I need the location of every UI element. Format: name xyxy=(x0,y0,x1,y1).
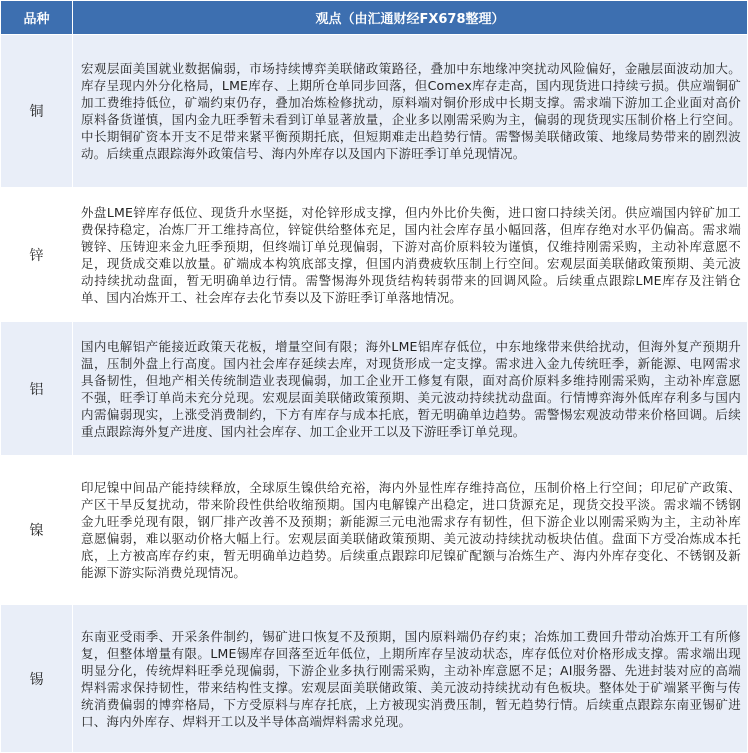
header-view: 观点（由汇通财经FX678整理） xyxy=(73,1,748,35)
variety-name: 铝 xyxy=(1,322,73,456)
view-text: 宏观层面美国就业数据偏弱，市场持续博弈美联储政策路径，叠加中东地缘冲突扰动风险偏好，金融层面波动加大。库存呈现内外分化格局，LME库存、上期所仓单同步回落，但Comex库存走高，国内现货进口持续亏损。供应端铜矿加工费维持低位，矿端约束仍存，叠加冶炼检修扰动，原料端对铜价形成中长期支撑。需求端下游加工企业面对高价原料备货谨慎，国内金九旺季暂未看到订单显著放量，企业多以刚需采购为主，偏弱的现货现实压制价格上行空间。中长期铜矿资本开支不足带来紧平衡预期托底，但短期难走出趋势行情。需警惕美联储政策、地缘局势带来的剧烈波动。后续重点跟踪海外政策信号、海内外库存以及国内下游旺季订单兑现情况。 xyxy=(73,35,748,188)
variety-name: 铜 xyxy=(1,35,73,188)
variety-name: 镍 xyxy=(1,456,73,605)
header-variety: 品种 xyxy=(1,1,73,35)
table-header-row xyxy=(1,1,748,35)
table-row-tin xyxy=(1,605,748,753)
view-text: 国内电解铝产能接近政策天花板，增量空间有限；海外LME铝库存低位，中东地缘带来供给扰动，但海外复产预期升温，压制外盘上行高度。国内社会库存延续去库，对现货形成一定支撑。需求进入金九传统旺季，新能源、电网需求具备韧性，但地产相关传统制造业表现偏弱，加工企业开工修复有限，面对高价原料多维持刚需采购，主动补库意愿不强，旺季订单尚未充分兑现。宏观层面美联储政策预期、美元波动持续扰动盘面。行情博弈海外低库存利多与国内内需偏弱现实，上涨受消费制约，下方有库存与成本托底，暂无明确单边趋势。需警惕宏观波动带来价格回调。后续重点跟踪海外复产进度、国内社会库存、加工企业开工以及下游旺季订单兑现。 xyxy=(73,322,748,456)
table-row-copper xyxy=(1,35,748,188)
variety-name: 锌 xyxy=(1,188,73,322)
table-row-nickel xyxy=(1,456,748,605)
view-text: 外盘LME锌库存低位、现货升水坚挺，对伦锌形成支撑，但内外比价失衡，进口窗口持续关闭。供应端国内锌矿加工费保持稳定，冶炼厂开工维持高位，锌锭供给整体充足，国内社会库存虽小幅回落，但库存绝对水平仍偏高。需求端镀锌、压铸迎来金九旺季预期，但终端订单兑现偏弱，下游对高价原料较为谨慎，仅维持刚需采购，主动补库意愿不足，现货成交难以放量。矿端成本构筑底部支撑，但国内消费疲软压制上行空间。宏观层面美联储政策预期、美元波动持续扰动盘面，暂无明确单边行情。需警惕海外现货结构转弱带来的回调风险。后续重点跟踪LME库存及注销仓单、国内冶炼开工、社会库存去化节奏以及下游旺季订单落地情况。 xyxy=(73,188,748,322)
view-text: 东南亚受雨季、开采条件制约，锡矿进口恢复不及预期，国内原料端仍存约束；冶炼加工费回升带动冶炼开工有所修复，但整体增量有限。LME锡库存回落至近年低位，上期所库存呈波动状态，库存低位对价格形成支撑。需求端出现明显分化，传统焊料旺季兑现偏弱，下游企业多执行刚需采购，主动补库意愿不足；AI服务器、先进封装对应的高端焊料需求保持韧性，带来结构性支撑。宏观层面美联储政策、美元波动持续扰动有色板块。整体处于矿端紧平衡与传统消费偏弱的博弈格局，下方受原料与库存托底，上方被现实消费压制，暂无趋势行情。后续重点跟踪东南亚锡矿进口、海内外库存、焊料开工以及半导体高端焊料需求兑现。 xyxy=(73,605,748,753)
view-text: 印尼镍中间品产能持续释放，全球原生镍供给充裕，海内外显性库存维持高位，压制价格上行空间；印尼矿产政策、产区干旱反复扰动，带来阶段性供给收缩预期。国内电解镍产出稳定，进口货源充足，现货交投平淡。需求端不锈钢金九旺季兑现有限，钢厂排产改善不及预期；新能源三元电池需求存有韧性，但下游企业以刚需采购为主，主动补库意愿偏弱，难以驱动价格大幅上行。宏观层面美联储政策预期、美元波动持续扰动板块估值。盘面下方受冶炼成本托底，上方被高库存约束，暂无明确单边趋势。后续重点跟踪印尼镍矿配额与冶炼生产、海内外库存变化、不锈钢及新能源下游实际消费兑现情况。 xyxy=(73,456,748,605)
table-row-zinc xyxy=(1,188,748,322)
table-row-aluminum xyxy=(1,322,748,456)
variety-name: 锡 xyxy=(1,605,73,753)
